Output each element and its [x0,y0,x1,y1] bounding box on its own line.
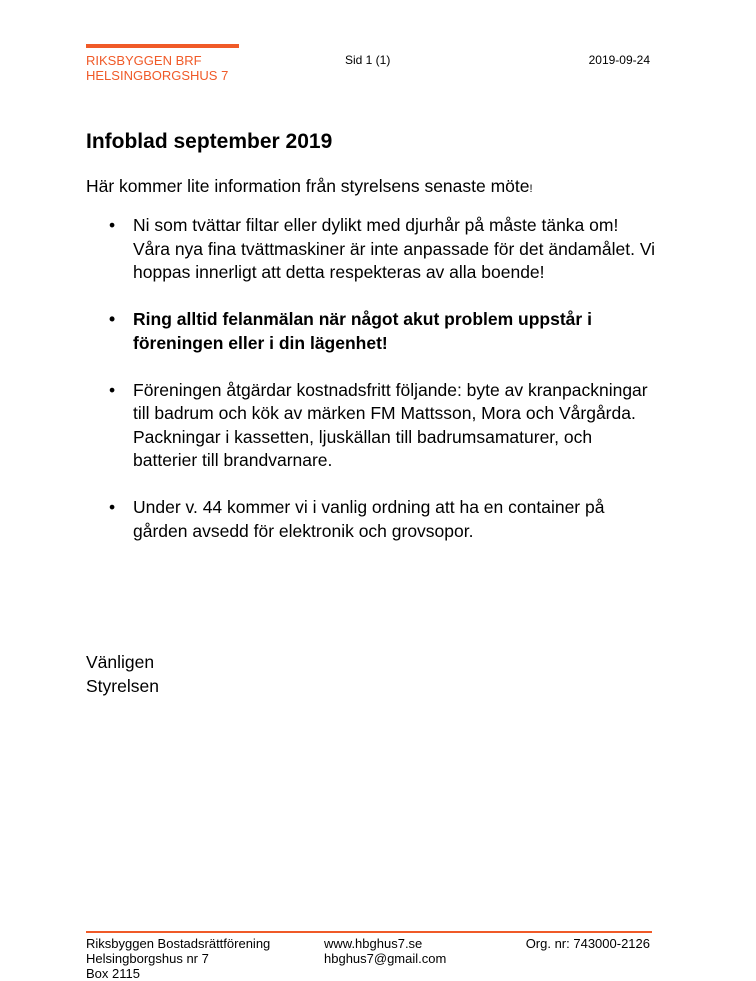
footer-org-name: Riksbyggen Bostadsrättförening [86,936,271,951]
intro-paragraph [86,174,533,201]
footer-box: Box 2115 [86,966,140,981]
intro-text: Här kommer lite information från styrelsens senaste möte [86,176,530,196]
footer-address [86,936,270,981]
footer-email: hbghus7@gmail.com [324,951,447,966]
signoff-signature: Styrelsen [86,675,159,696]
signoff-greeting: Vänligen [86,652,155,672]
header-accent-bar [86,44,239,48]
footer-org-number: Org. nr: 743000-2126 [525,936,650,951]
footer-org-sub: Helsingborgshus nr 7 [86,951,209,966]
org-name-line1: RIKSBYGGEN BRF [86,53,202,68]
document-date: 2019-09-24 [588,53,650,67]
bullet-item-container: • Under v. 44 kommer vi i vanlig ordning att ha en container på gården avsedd för elektronik och grovsopor. [86,496,656,543]
header-organization [86,53,228,83]
intro-exclamation: ! [529,183,533,195]
footer-accent-bar [86,931,652,933]
footer-contact [324,936,446,966]
bullet-item-laundry: • Ni som tvättar filtar eller dylikt med djurhår på måste tänka om! Våra nya fina tvättmaskiner är inte anpassade för det ändamålet. Vi hoppas innerligt att detta respekteras av alla boende! [86,214,656,285]
footer-website: www.hbghus7.se [324,936,423,951]
bullet-item-repairs: • Föreningen åtgärdar kostnadsfritt följande: byte av kranpackningar till badrum och kök av märken FM Mattsson, Mora och Vårgårda. Packningar i kassetten, ljuskällan till badrumsamaturer, och batterier till brandvarnare. [86,379,656,473]
bullet-item-fault-report: • Ring alltid felanmälan när något akut problem uppstår i föreningen eller i din lägenhet! [86,308,656,355]
document-title: Infoblad september 2019 [86,130,333,153]
page-number: Sid 1 (1) [345,53,391,67]
signoff [86,651,159,698]
org-name-line2: HELSINGBORGSHUS 7 [86,68,229,83]
info-bullet-list [86,214,656,567]
